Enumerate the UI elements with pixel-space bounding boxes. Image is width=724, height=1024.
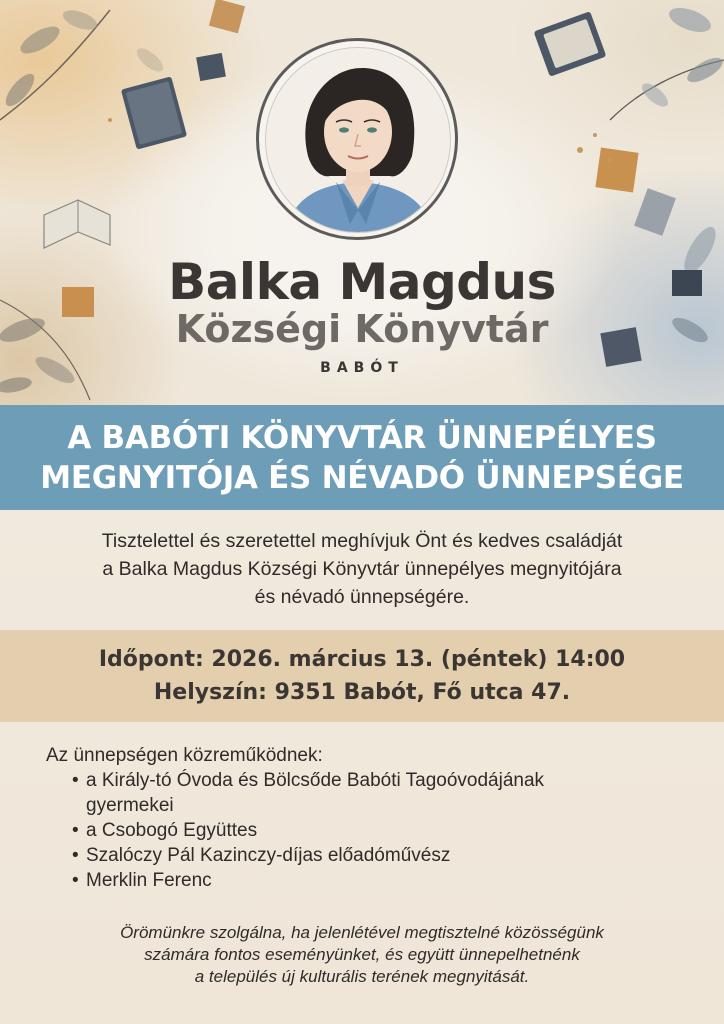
event-time: Időpont: 2026. március 13. (péntek) 14:00 [98,647,626,672]
contributor-1-line2: gyermekei [86,795,174,816]
closing-line1: Örömünkre szolgálna, ha jelenlétével megtisztelné közösségünk [120,923,604,942]
closing-line2: számára fontos eseményünket, és együtt ünnepelhetnénk [144,945,580,964]
contributors-heading: Az ünnepségen közreműködnek: [46,745,323,766]
event-title-banner [0,405,724,510]
poster-header [0,0,724,405]
event-details-band [0,630,724,722]
invitation-text [0,527,724,611]
invitation-line1: Tisztelettel és szeretettel meghívjuk Önt és kedves családját [101,530,623,552]
library-name-line2: Községi Könyvtár [175,307,549,351]
portrait-illustration [266,48,450,232]
contributor-1-line1: a Király-tó Óvoda és Bölcsőde Babóti Tagoóvodájának [86,770,545,791]
library-location: BABÓT [320,360,404,376]
contributors-list [46,768,686,893]
list-item: • a Csobogó Együttes [86,818,686,843]
contributors-section [46,743,686,893]
event-place: Helyszín: 9351 Babót, Fő utca 47. [153,680,571,705]
event-title-line1: A BABÓTI KÖNYVTÁR ÜNNEPÉLYES [67,419,657,456]
list-item [86,768,686,818]
closing-line3: a település új kulturális terének megnyitását. [194,967,530,986]
list-item: • Szalóczy Pál Kazinczy-díjas előadóművész [86,843,686,868]
library-name-line1: Balka Magdus [168,253,556,311]
portrait-frame [256,38,458,240]
book-icon [121,76,187,149]
invitation-line2: a Balka Magdus Községi Könyvtár ünnepélyes megnyitójára [102,558,622,580]
invitation-line3: és névadó ünnepségére. [254,586,470,608]
closing-text [0,922,724,988]
event-title-line2: MEGNYITÓJA ÉS NÉVADÓ ÜNNEPSÉGE [40,459,684,496]
list-item: • Merklin Ferenc [86,868,686,893]
leaf-decoration [16,21,63,59]
